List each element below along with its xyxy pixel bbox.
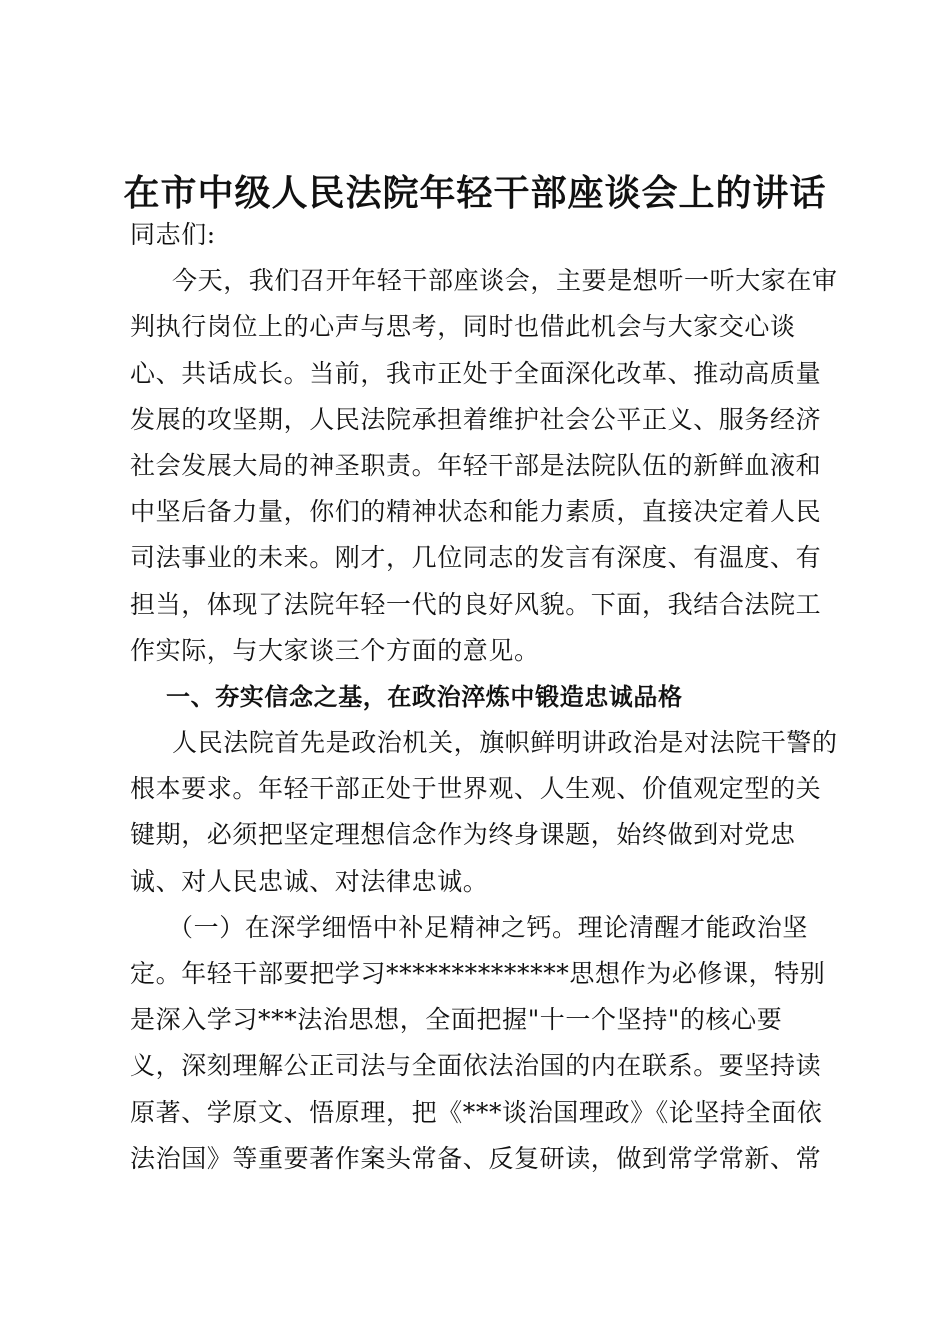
paragraph-line: 中坚后备力量，你们的精神状态和能力素质，直接决定着人民 xyxy=(130,497,822,527)
paragraph-line: 司法事业的未来。刚才，几位同志的发言有深度、有温度、有 xyxy=(130,543,822,573)
paragraph-line: 义，深刻理解公正司法与全面依法治国的内在联系。要坚持读 xyxy=(130,1051,822,1081)
paragraph-line: 社会发展大局的神圣职责。年轻干部是法院队伍的新鲜血液和 xyxy=(130,450,822,480)
paragraph-line: 判执行岗位上的心声与思考，同时也借此机会与大家交心谈 xyxy=(130,312,796,342)
paragraph-line: 发展的攻坚期，人民法院承担着维护社会公平正义、服务经济 xyxy=(130,404,822,434)
paragraph-line: 担当，体现了法院年轻一代的良好风貌。下面，我结合法院工 xyxy=(130,589,822,619)
paragraph-line: 人民法院首先是政治机关，旗帜鲜明讲政治是对法院干警的 xyxy=(172,728,838,758)
document-body xyxy=(130,212,838,1182)
paragraph-line: 是深入学习***法治思想，全面把握"十一个坚持"的核心要 xyxy=(130,1005,783,1035)
paragraph-line: 作实际，与大家谈三个方面的意见。 xyxy=(130,635,540,665)
salutation: 同志们: xyxy=(130,220,216,249)
subsection-line: （一）在深学细悟中补足精神之钙。理论清醒才能政治坚 xyxy=(168,912,809,942)
paragraph-line: 今天，我们召开年轻干部座谈会，主要是想听一听大家在审 xyxy=(172,266,838,296)
paragraph-line: 原著、学原文、悟原理，把《***谈治国理政》《论坚持全面依 xyxy=(130,1097,823,1127)
paragraph-line: 根本要求。年轻干部正处于世界观、人生观、价值观定型的关 xyxy=(130,774,822,804)
paragraph-line: 诚、对人民忠诚、对法律忠诚。 xyxy=(130,866,489,896)
paragraph-line: 心、共话成长。当前，我市正处于全面深化改革、推动高质量 xyxy=(130,358,822,388)
paragraph-line: 键期，必须把坚定理想信念作为终身课题，始终做到对党忠 xyxy=(130,820,796,850)
paragraph-line: 定。年轻干部要把学习**************思想作为必修课，特别 xyxy=(130,959,826,988)
section-heading: 一、夯实信念之基，在政治淬炼中锻造忠诚品格 xyxy=(166,682,683,711)
document-title: 在市中级人民法院年轻干部座谈会上的讲话 xyxy=(123,173,827,214)
paragraph-line: 法治国》等重要著作案头常备、反复研读，做到常学常新、常 xyxy=(130,1143,822,1173)
